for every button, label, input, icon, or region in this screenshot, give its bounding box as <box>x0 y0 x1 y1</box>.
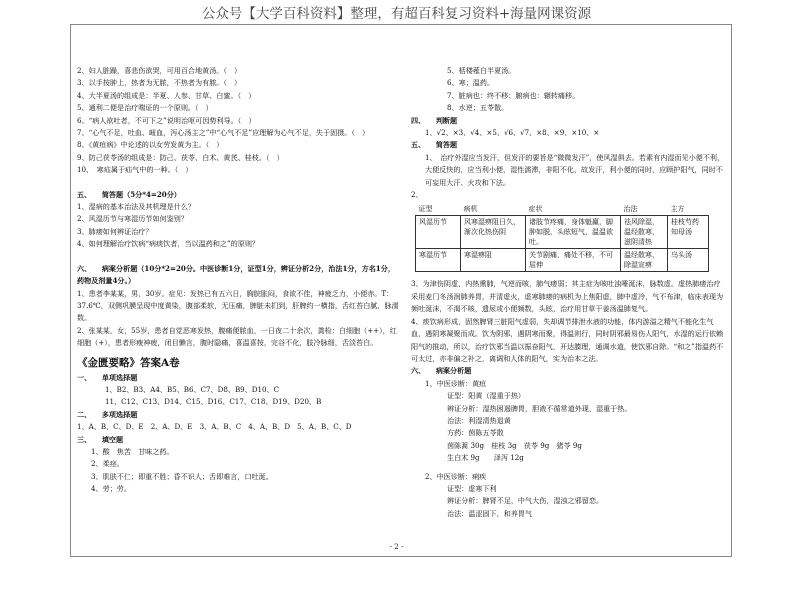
fill-blank-answer: 3、肌肤不仁；即重不胜；昏不识人；舌即难言，口吐涎。 <box>91 471 273 481</box>
single-choice-answers: 1、B2、B3、A4、B5、B6、C7、D8、B9、D10、C <box>105 384 280 394</box>
fill-blank-answer: 4、劳；劳。 <box>91 484 131 494</box>
brief-answer-4: 4、痰饮病形成，固然脾肾三脏阳气虚弱，失却调节排泄水液的功能，体内游溢之精气不能化生气血，遇阴寒凝聚而成。饮为阴邪，遇阴寒而聚，得温则行，同时阴邪最易伤人阳气，水湿的运行依赖阳气的推动，所以，治疗饮邪当温以振奋阳气，开达腠理，通调水道，使饮邪自除。“和之”指温药不可太过，亦非偏之补之，离调和人体的阳气，实为治本之法。 <box>411 316 724 363</box>
brief-answer-1: 1、 治疗外湿应当发汗，但发汗的要旨是“微微发汗”，使风湿俱去。若素有内湿而见小便不利，大便反快的，应当利小便，湿性濡滞，非阳不化，故发汗，利小便的同时，应顾护阳气，同时不可妄用大汗、火攻和下法。 <box>425 152 725 187</box>
case-answer-line: 治法：温涩固下，和养胃气 <box>447 508 533 518</box>
table-cell: 诸肢节疼痛，身体魁羸，脚肿如脱，头眩短气，温温欲吐。 <box>526 216 621 249</box>
case-answer-line: 2、中医诊断：痢疾 <box>425 471 487 481</box>
fill-blank-answer: 2、柔痉。 <box>91 459 124 469</box>
table-row <box>416 216 709 249</box>
short-answer-title: 五、 简答题（5分*4=20分） <box>77 189 181 199</box>
case-answer-line: 茵陈蒿 30g 桂枝 3g 茯苓 9g 猪苓 9g <box>447 440 582 450</box>
case-1: 1、患者李某某，男，30岁。症见：发热已有五六日，胸脘胀闷，食欲不佳，神疲乏力，小便赤。T：37.6℃，双侧巩膜呈现中度黄染，腹部柔软，无压痛，脾脏未扪到，肝脾约一横指，舌红苔白腻，脉濡数。 <box>77 288 399 323</box>
judge-answers: 1、√2、×3、√4、×5、√6、√7、×8、×9、×10、× <box>425 128 600 138</box>
case-answer-line: 1、中医诊断：黄疸 <box>425 378 487 388</box>
short-answer-question: 3、肺痿如何辨证治疗？ <box>77 226 153 236</box>
short-answer-question: 1、湿病的基本治法及其机理是什么？ <box>77 202 196 212</box>
tf-item: 4、大半夏汤的组成是：半夏、人参、甘草、白蜜。（ ） <box>77 90 256 100</box>
single-choice-title: 一、 单项选择题 <box>77 372 138 382</box>
short-answer-question: 4、如何理解治疗饮病“病痰饮者，当以温药和之”的原则？ <box>77 239 260 249</box>
fill-blank-answer: 6、寒；温药。 <box>447 78 495 88</box>
arthralgia-table <box>415 203 709 272</box>
multi-choice-answers: 1、A、B、C、D、E 2、A、D、E 3、A、B、C 4、A、B、D 5、A、B、C、D <box>77 422 352 432</box>
table-row <box>416 249 709 272</box>
fill-blank-answer: 5、栝楼薤白半夏汤。 <box>447 66 516 75</box>
page-number: - 2 - <box>389 543 404 551</box>
case-answer-line: 治法：利湿清热退黄 <box>447 415 511 425</box>
multi-choice-title: 二、 多项选择题 <box>77 409 138 419</box>
brief-answer-3: 3、为津伤阴虚，内热熏肺，气逆而咳，肺气痿弱；其主症为咳吐浊唾涎沫，脉数虚。虚热肺痿治疗采用麦门冬汤润肺养胃，并清虚火，虚寒肺痿的病机为上焦阳虚，肺中虚冷，气不布津，临床表现为频吐涎沫，不渴不咳，遗尿或小便频数，头眩，治疗用甘草干姜汤温肺复气。 <box>411 279 724 314</box>
right-column <box>411 65 726 520</box>
table-cell: 桂枝芍药知母汤 <box>668 216 709 249</box>
case-answer-title: 六、 病案分析题 <box>411 366 472 376</box>
table-cell: 寒湿痹阻 <box>461 249 526 272</box>
case-analysis-title: 六、 病案分析题（10分*2=20分。中医诊断1分，证型1分，辨证分析2分，治法1分，方名1分，药物及剂量4分。） <box>77 263 395 286</box>
case-answer-line: 生白术 9g 泽泻 12g <box>447 453 524 463</box>
case-answer-line: 方药：茵陈五苓散 <box>447 428 504 438</box>
table-cell: 温经散寒，除湿宣痹 <box>621 249 668 272</box>
fill-blank-answer: 7、脏病也：终不移；腑病也：辗转痛移。 <box>447 90 580 100</box>
single-choice-answers: 11、C12、C13、D14、C15、D16、C17、C18、D19、D20、B <box>105 397 322 407</box>
table-cell: 祛风除湿，温经散寒，滋阴清热 <box>621 216 668 249</box>
brief-title: 五、 简答题 <box>411 140 458 150</box>
tf-item: 7、“心气不足，吐血、衄血，泻心汤主之”中“心气不足”应理解为心气不足，失于固摄。（ ） <box>77 128 370 138</box>
tf-item: 6、“病人欲吐者，不可下之”说明治呕可因势利导。（ ） <box>77 115 256 125</box>
document-page <box>70 24 732 557</box>
case-answer-line: 辨证分析：脾肾不足，中气大伤，湿浊之邪留恋。 <box>447 496 604 506</box>
judge-title: 四、 判断题 <box>411 115 458 125</box>
tf-item: 9、防己茯苓汤的组成是：防己、茯苓、白术、黄芪、桂枝。（ ） <box>77 152 284 162</box>
tf-item: 5、通利二便是治疗喘证的一个原则。（ ） <box>77 103 213 113</box>
case-answer-line: 证型：阳黄（湿重于热） <box>447 391 526 401</box>
case-answer-line: 辨证分析：湿热困遏脾胃，胆液不循常道外现，湿重于热。 <box>447 403 632 413</box>
page-header: 公众号【大学百科资料】整理，有超百科复习资料+海量网课资源 <box>201 6 592 22</box>
short-answer-question: 2、风湿历节与寒湿历节如何鉴别？ <box>77 214 188 224</box>
fill-blank-answer: 1、酸 焦苦 甘味之药。 <box>91 446 174 456</box>
table-header: 症状 <box>526 203 621 216</box>
case-answer-line: 证型：虚寒下利 <box>447 483 497 493</box>
case-2: 2、张某某，女，55岁，患者自觉恶寒发热，腹痛便脓血，一日夜二十余次，粪检：白细胞（++），红细胞（+），患者形瘦神疲，闭目懒言，腹时隐痛，喜温喜按，完谷不化，肢冷脉细，舌淡苔白。 <box>77 325 397 348</box>
fill-blank-title: 三、 填空题 <box>77 434 124 444</box>
tf-item: 8、《黄疸病》中论述的以女劳发黄为主。（ ） <box>77 140 224 150</box>
table-cell: 关节剧痛，痛处不移，不可屈伸 <box>526 249 621 272</box>
left-column <box>77 65 402 496</box>
brief-answer-2-label: 2、 <box>411 190 423 200</box>
table-cell: 风湿历节 <box>416 216 461 249</box>
table-header: 证型 <box>416 203 461 216</box>
table-header: 治法 <box>621 203 668 216</box>
answer-key-title: 《金匮要略》答案A卷 <box>77 356 180 369</box>
tf-item: 2、妇人脏躁，喜悲伤欲哭，可用百合地黄汤。（ ） <box>77 66 242 75</box>
table-header: 主方 <box>668 203 709 216</box>
table-header: 病机 <box>461 203 526 216</box>
fill-blank-answer: 8、水逆；五苓散。 <box>447 103 509 113</box>
table-cell: 寒湿历节 <box>416 249 461 272</box>
table-cell: 风寒湿痹阻日久，渐次化热伤阴 <box>461 216 526 249</box>
table-cell: 乌头汤 <box>668 249 709 272</box>
tf-item: 10、 寒疝属于疝气中的一种。（ ） <box>77 165 193 175</box>
tf-item: 3、以手按肿上，热者为无脓，不热者为有脓。（ ） <box>77 78 242 88</box>
